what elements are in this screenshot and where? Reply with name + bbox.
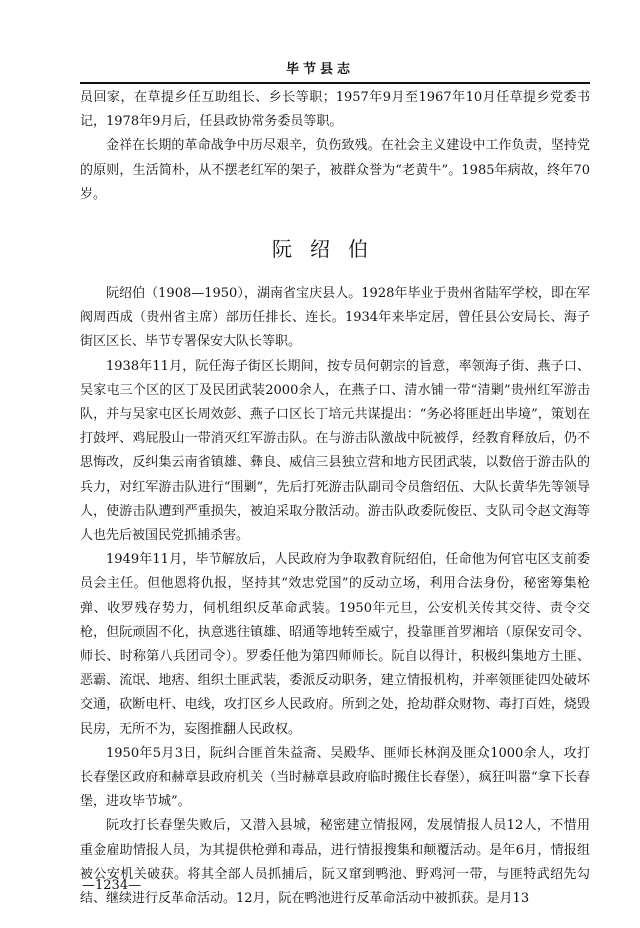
paragraph-continued: 员回家，在草提乡任互助组长、乡长等职；1957年9月至1967年10月任草提乡党委书记，1978年9月后，任县政协常务委员等职。 — [80, 90, 590, 130]
section-title: 阮绍伯 — [272, 237, 386, 261]
paragraph: 阮攻打长春堡失败后，又潜入县城，秘密建立情报网，发展情报人员12人，不惜用重金雇助情报人员，为其提供枪弹和毒品，进行情报搜集和颠覆活动。是年6月，情报组被公安机关破获。将其全部人员抓捕后，阮又窜到鸭池、野鸡河一带，与匪特武绍先勾结、继续进行反革命活动。12月，阮在鸭池进行反革命活动中被抓获。是月13 — [80, 818, 590, 907]
main-text-block — [80, 282, 590, 911]
header-rule — [80, 82, 590, 84]
running-header: 毕节县志 — [285, 62, 354, 77]
paragraph: 1949年11月，毕节解放后，人民政府为争取教育阮绍伯，任命他为何官屯区支前委员会主任。但他恩将仇报，坚持其“效忠党国”的反动立场，利用合法身份，秘密筹集枪弹、收罗残存势力，伺机组织反革命武装。1950年元旦，公安机关传其交待、责令交枪，但阮顽固不化，执意逃往镇雄、昭通等地转至威宁，投靠匪首罗湘培（原保安司令、师长、时称第八兵团司令）。罗委任他为第四师师长。阮自以得计，积极纠集地方土匪、恶霸、流氓、地痞、组织土匪武装，委派反动职务，建立情报机构，并率领匪徒四处破坏交通，砍断电杆、电线，攻打区乡人民政府。所到之处，抢劫群众财物、毒打百姓，烧毁民房，无所不为，妄图推翻人民政权。 — [80, 552, 590, 737]
paragraph: 1950年5月3日，阮纠合匪首朱益斋、吴殿华、匪师长林润及匪众1000余人，攻打长春堡区政府和赫章县政府机关（当时赫章县政府临时搬住长春堡），疯狂叫嚣“拿下长春堡，进攻毕节城”。 — [80, 745, 590, 810]
page-number: —1234— — [82, 878, 142, 893]
paragraph: 金祥在长期的革命战争中历尽艰辛，负伤致残。在社会主义建设中工作负责，坚持党的原则，生活简朴，从不摆老红军的架子，被群众誉为“老黄牛”。1985年病故，终年70岁。 — [80, 138, 590, 202]
top-text-block — [80, 86, 590, 207]
paragraph: 1938年11月，阮任海子街区长期间，按专员何朝宗的旨意，率领海子街、燕子口、吴家屯三个区的区丁及民团武装2000余人，在燕子口、清水铺一带“清剿”贵州红军游击队，并与吴家屯区长周效彭、燕子口区长丁培元共谋提出：“务必将匪赶出毕境”，策划在打鼓坪、鸡屁股山一带消灭红军游击队。在与游击队激战中阮被俘，经教育释放后，仍不思悔改，反纠集云南省镇雄、彝良、威信三县独立营和地方民团武装，以数倍于游击队的兵力，对红军游击队进行“围剿”，先后打死游击队副司令员詹绍伍、大队长黄华先等领导人，使游击队遭到严重损失，被迫采取分散活动。游击队政委阮俊臣、支队司令赵文海等人也先后被国民党抓捕杀害。 — [80, 358, 590, 544]
paragraph: 阮绍伯（1908—1950），湖南省宝庆县人。1928年毕业于贵州省陆军学校，即在军阀周西成（贵州省主席）部历任排长、连长。1934年来毕定居，曾任县公安局长、海子街区区长、毕节专署保安大队长等职。 — [80, 286, 590, 350]
